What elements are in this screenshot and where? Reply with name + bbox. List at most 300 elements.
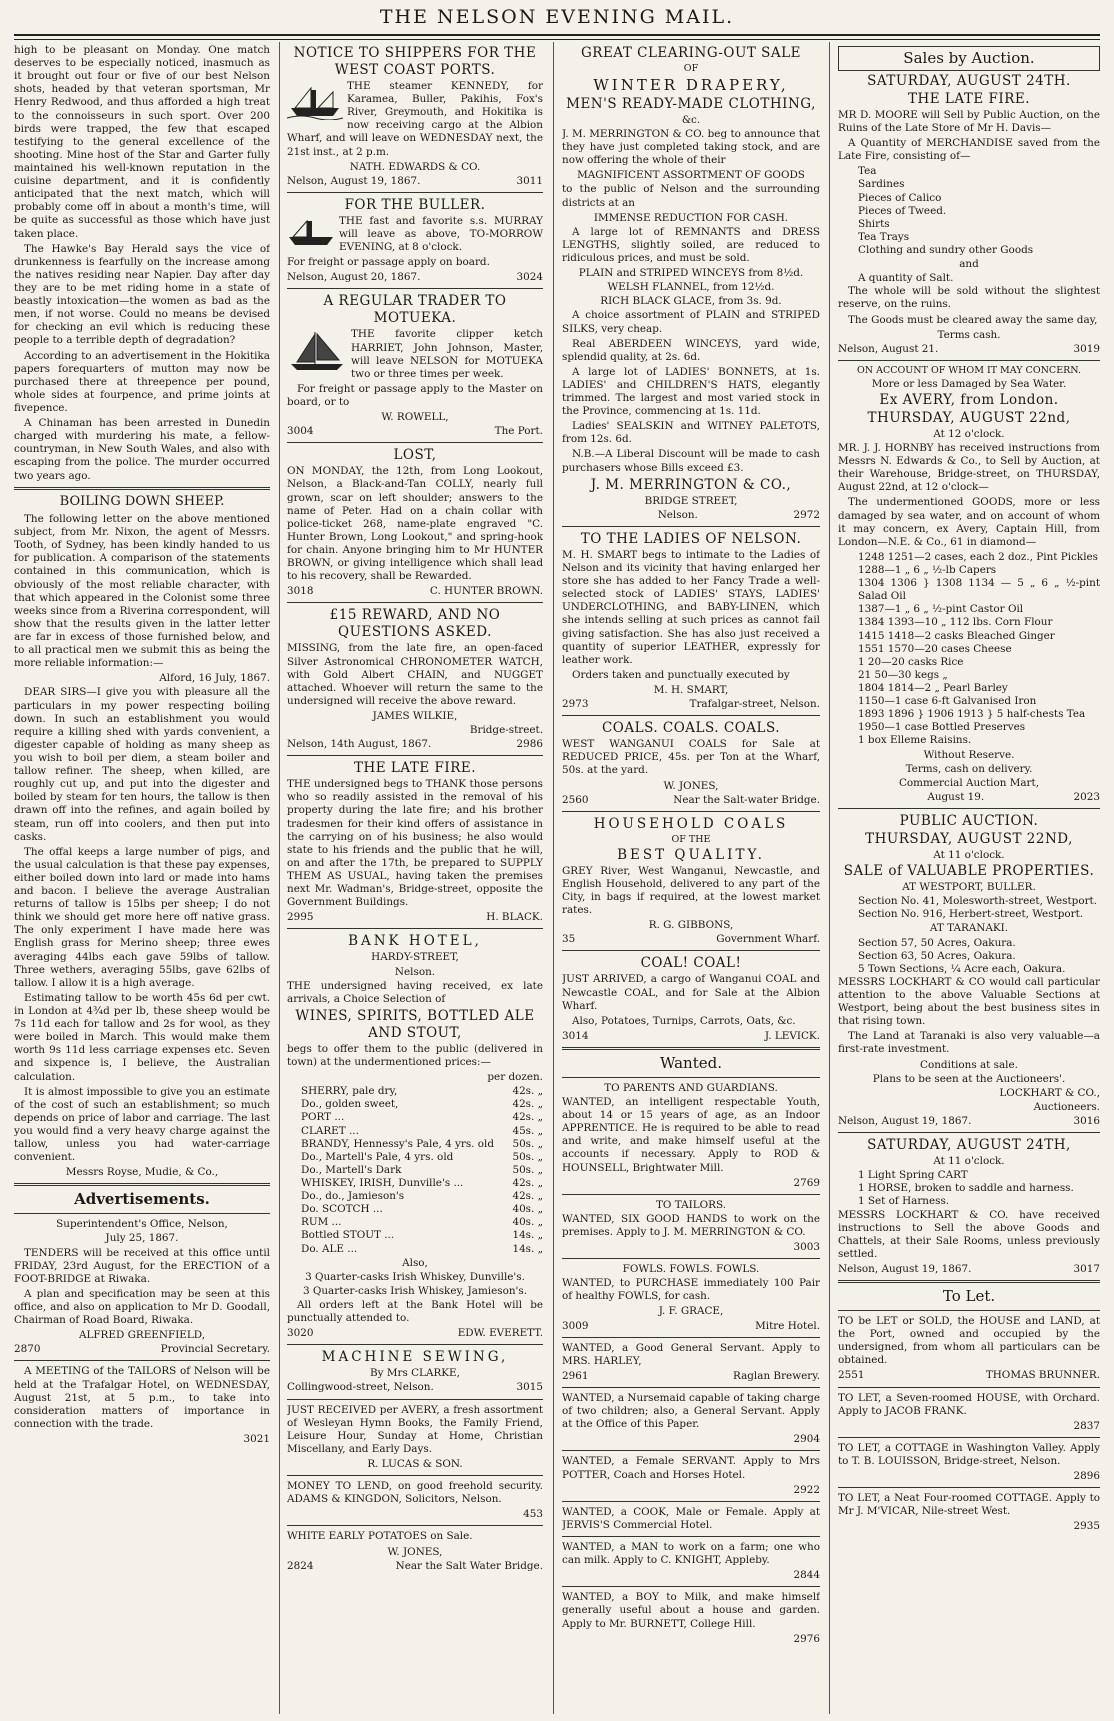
ad-terms: Without Reserve. [923,748,1015,761]
lot-item: 1248 1251—2 cases, each 2 doz., Pint Pickles [858,550,1099,563]
ad-subheading: AT WESTPORT, BULLER. [902,881,1036,894]
dateline-text: Alford, 16 July, 1867. [159,672,270,685]
ad-text: A quantity of Salt. [858,272,954,285]
ad-footer [838,1115,1100,1128]
price-item: Do. SCOTCH ... [301,1203,383,1216]
ad-footer [562,933,820,946]
ad-terms: Terms, cash on delivery. [905,762,1033,775]
column-divider [553,42,554,1714]
ad-number: 3019 [1073,342,1100,355]
ad-number: 2922 [793,1483,820,1496]
divider [562,1194,820,1195]
lot-item: 1893 1896 } 1906 1913 } 5 half-chests Tea [858,708,1086,721]
lot-item: 1551 1570—20 cases Cheese [858,642,1012,655]
divider [562,1450,820,1451]
ad-number: 3003 [793,1241,820,1254]
divider [14,487,270,490]
lot-item: 1804 1814—2 „ Pearl Barley [858,682,1008,695]
masthead: THE NELSON EVENING MAIL. [379,6,735,28]
price-row [287,1229,543,1242]
ad-text: and [959,258,979,271]
price-unit [287,1071,543,1084]
ad-text: Ladies' SEALSKIN and WITNEY PALETOTS, from 12s. 6d. [562,420,820,446]
ad-heading: WINTER DRAPERY, [593,75,789,94]
ad-heading: TO THE LADIES OF NELSON. [580,530,802,547]
ad-number: 2973 [562,698,589,711]
ad-heading: THURSDAY, AUGUST 22nd, [867,409,1071,426]
lot-item: 1 20—20 casks Rice [858,655,964,668]
ad-footer [562,1569,820,1582]
ad-text: N.B.—A Liberal Discount will be made to cash purchasers whose Bills exceed £3. [562,448,820,474]
ad-signature: EDW. EVERETT. [457,1327,543,1340]
price-row [287,1138,543,1151]
price-item: Do., golden sweet, [301,1098,399,1111]
ad-text: WANTED, a Nursemaid capable of taking charge of two children; also, a General Servant. Apply at the Office of this Paper. [562,1392,820,1431]
ad-number: 2976 [793,1632,820,1645]
divider [14,1213,270,1214]
ad-text: GREY River, West Wanganui, Newcastle, and English Household, delivered to any part of the City, in bags if required, at the lowest market rates. [562,864,820,917]
ad-text: WANTED, a MAN to work on a farm; one who can milk. Apply to C. KNIGHT, Appleby. [562,1541,820,1567]
ad-number: 2986 [516,738,543,751]
lot-item: 1384 1393—10 „ 112 lbs. Corn Flour [858,616,1053,629]
ad-subheading: OF THE [671,833,711,845]
ad-text: All orders left at the Bank Hotel will be punctually attended to. [287,1298,543,1325]
price-value: 40s. „ [512,1216,543,1229]
lot-list [838,551,1100,748]
divider [562,1586,820,1587]
ad-address: Trafalgar-street, Nelson. [689,698,820,711]
price-value: 45s. „ [512,1124,543,1137]
news-paragraph: According to an advertisement in the Hokitika papers forequarters of mutton may now be purchased there at threepence per pound, whole sides at fourpence, and prime joints at fivepence. [14,349,270,414]
lot-item: 1304 1306 } 1308 1134 — 5 „ 6 „ ½-pint Salad Oil [858,577,1100,603]
ad-footer [287,175,543,188]
ad-signature: R. LUCAS & SON. [367,1457,463,1470]
ad-date: Nelson, August 20, 1867. [287,271,421,284]
ad-number: 2023 [1073,790,1100,803]
ad-heading: TO PARENTS AND GUARDIANS. [604,1081,778,1094]
divider [287,1399,543,1400]
ad-heading: MACHINE SEWING, [321,1349,509,1366]
ad-footer [562,509,820,522]
ad-text: MR. J. J. HORNBY has received instructions from Messrs N. Edwards & Co., to Sell by Auction, at their Warehouse, Bridge-street, on THURSDAY, August 22nd, at 12 o'clock— [838,442,1100,494]
price-item: Do., do., Jamieson's [301,1190,405,1203]
ad-footer [562,1433,820,1446]
lot-item: 1415 1418—2 casks Bleached Ginger [858,629,1055,642]
ad-signature: R. G. GIBBONS, [648,919,734,932]
ad-footer [562,1241,820,1254]
ad-text: RICH BLACK GLACE, from 3s. 9d. [600,295,782,308]
ad-heading: COALS. COALS. COALS. [601,720,781,737]
ad-text: 3 Quarter-casks Irish Whiskey, Jamieson's. [302,1284,528,1297]
ad-number: 3021 [243,1432,270,1445]
divider [287,602,543,603]
ad-text: MISSING, from the late fire, an open-faced Silver Astronomical CHRONOMETER WATCH, with Gold Albert CHAIN, and NUGGET attached. Whoever will return the same to the undersigned will receive the above reward. [287,642,543,707]
divider [838,808,1100,809]
price-value: 50s. „ [512,1163,543,1176]
ad-text: A choice assortment of PLAIN and STRIPED SILKS, very cheap. [562,309,820,335]
ad-footer [287,271,543,284]
ad-date: Nelson, August 19, 1867. [838,1262,972,1275]
news-paragraph: The following letter on the above mentioned subject, from Mr. Nixon, the agent of Messrs. Tooth, of Sydney, has been kindly handed to us for publication. A comparison of the statements contained in this communication, which is obviously of the most reliable character, with that which appeared in the Colonist some three weeks since from a Riverina correspondent, will show that the results given in the latter letter are far in excess of those furnished below, and to all practical men we submit this as being the more reliable information:— [14,512,270,670]
divider [562,1047,820,1050]
ad-text: J. M. MERRINGTON & CO. beg to announce that they have just completed taking stock, and are now offering the whole of their [562,127,820,167]
letter-paragraph: DEAR SIRS—I give you with pleasure all the particulars in my power respecting boiling down. In such an establishment you would require a killing shed with yards convenient, a digester capable of holding as many sheep as you wish to boil per diem, a steam boiler and tallow refiner. The sheep, when killed, are roughly cut up, and put into the digester and boiled by steam for ten hours, the tallow is then drawn off into the refines, and again boiled by steam, run off into coolers, and then put into casks. [14,686,270,843]
lot-item: 1950—1 case Bottled Preserves [858,721,1026,734]
ad-text: Section 63, 50 Acres, Oakura. [858,949,1016,962]
ad-number: 2769 [793,1176,820,1189]
goods-item: Pieces of Tweed. [858,204,947,217]
goods-item: 1 HORSE, broken to saddle and harness. [858,1182,1074,1195]
ad-text: IMMENSE REDUCTION FOR CASH. [593,211,789,224]
ad-text: TO LET, a COTTAGE in Washington Valley. Apply to T. B. LOUISSON, Bridge-street, Nelson. [838,1441,1100,1467]
article-title: BOILING DOWN SHEEP. [59,493,225,509]
ad-footer [562,1177,820,1190]
price-value: 42s. „ [512,1111,543,1124]
ad-date: Nelson, 14th August, 1867. [287,738,432,751]
ad-footer [287,1381,543,1394]
divider [287,755,543,756]
price-value: 50s. „ [512,1150,543,1163]
ad-footer [14,1433,270,1446]
divider [838,1310,1100,1311]
ad-text: MESSRS LOCKHART & CO would call particular attention to the above Valuable Sections at Westport, being about the best business sites in that rising town. [838,975,1100,1028]
ad-signature: C. HUNTER BROWN. [429,585,543,598]
ad-role: Auctioneers. [1033,1100,1100,1113]
ad-number: 3015 [516,1381,543,1394]
dateline [14,672,270,685]
price-row [287,1203,543,1216]
goods-item: 1 Light Spring CART [858,1169,968,1182]
column-3 [562,44,820,1714]
ad-text: ON MONDAY, the 12th, from Long Lookout, Nelson, a Black-and-Tan COLLY, nearly full grown, scar on left shoulder; answers to the name of Peter. Had on a chain collar with police-ticket 268, name-plate engraved "C. Hunter Brown, Long Lookout," and spring-hook for chain. Anyone bringing him to Mr HUNTER BROWN, or giving intelligence which shall lead to his recovery, shall be Rewarded. [287,465,543,583]
goods-item: Tea Trays [858,230,910,243]
office-line: Superintendent's Office, Nelson, [56,1218,228,1231]
ad-footer [838,1369,1100,1382]
price-value: 14s. „ [512,1242,543,1255]
ad-signature: NATH. EDWARDS & CO. [349,160,481,173]
ad-number: 2904 [793,1433,820,1446]
ad-footer [287,1327,543,1340]
ad-subheading: AT TARANAKI. [929,922,1009,935]
price-row [287,1111,543,1124]
price-item: Bottled STOUT ... [301,1229,395,1242]
section-heading: Sales by Auction. [838,46,1100,71]
ad-heading: THE LATE FIRE. [907,90,1031,107]
news-paragraph: high to be pleasant on Monday. One match deserves to be especially noticed, inasmuch as it brought out four or five of our best Nelson shots, headed by that veteran sportsman, Mr Henry Redwood, and thus afforded a high treat to the connoisseurs in such sport. Over 200 birds were trapped, the few that escaped testifying to the general excellence of the shooting. Mine host of the Star and Garter fully maintained his well-known reputation in the cuisine department, and it is confidently anticipated that the next match, which will probably come off in about a month's time, will be quite as successful as those which have just taken place. [14,44,270,240]
ad-heading: GREAT CLEARING-OUT SALE [581,45,801,61]
ad-text: WANTED, a COOK, Male or Female. Apply at JERVIS'S Commercial Hotel. [562,1505,820,1531]
divider [838,1132,1100,1133]
section-heading: To Let. [942,1287,996,1306]
ad-footer [287,1560,543,1573]
ad-footer [14,1343,270,1356]
ad-signature: J. M. MERRINGTON & CO., [590,476,792,493]
ad-footer [562,1320,820,1333]
steamer-icon [287,80,343,120]
ad-heading: THE LATE FIRE. [353,760,477,777]
price-row [287,1216,543,1229]
ad-number: 2560 [562,793,589,806]
price-item: RUM ... [301,1216,342,1229]
ad-signature: W. JONES, [663,779,719,792]
divider [562,1337,820,1338]
ad-number: 3017 [1073,1262,1100,1275]
ad-subheading: More or less Damaged by Sea Water. [871,377,1067,390]
goods-item: 1 Set of Harness. [858,1195,950,1208]
ad-text: M. H. SMART begs to intimate to the Ladies of Nelson and its vicinity that having enlarged her store she has added to her Fancy Trade a well-selected stock of LADIES' STAYS, LADIES' UNDERCLOTHING, and BABY-LINEN, which she intends selling at such prices as cannot fail giving satisfaction. She has also just received a quantity of superior LEATHER, expressly for leather work. [562,548,820,666]
divider [838,1387,1100,1388]
price-row [287,1151,543,1164]
ad-text: Also, Potatoes, Turnips, Carrots, Oats, &c. [572,1014,796,1027]
divider [838,1280,1100,1283]
divider [562,1387,820,1388]
column-divider [829,42,830,1714]
goods-item: Tea [858,165,877,178]
ad-date: Nelson, August 19, 1867. [838,1114,972,1127]
divider [562,1536,820,1537]
ad-subheading: At 11 o'clock. [933,849,1005,861]
ad-footer [838,791,1100,804]
price-row [287,1177,543,1190]
ad-signature: M. H. SMART, [653,684,729,697]
lot-item: 1 box Elleme Raisins. [858,734,972,747]
divider [838,360,1100,361]
divider [838,1437,1100,1438]
ad-place: Nelson. [657,508,698,521]
price-item: WHISKEY, IRISH, Dunville's ... [301,1177,464,1189]
price-item: PORT ... [301,1111,345,1124]
divider [838,1487,1100,1488]
ad-role-line [838,1101,1100,1114]
ad-text: Also, [402,1256,428,1269]
ad-address: Collingwood-street, Nelson. [287,1381,434,1394]
ad-address: Near the Salt-water Bridge. [673,793,820,806]
divider [287,1525,543,1526]
ad-text: WANTED, an intelligent respectable Youth, about 14 or 15 years of age, as an Indoor APPRENTICE. He is required to be able to read and write, and make himself useful at the accounts if necessary. Apply to ROD & HOUNSELL, Brightwater Mill. [562,1095,820,1174]
ad-text: TENDERS will be received at this office until FRIDAY, 23rd August, for the ERECTION of a FOOT-BRIDGE at Riwaka. [14,1246,270,1285]
ad-footer [287,911,543,924]
ad-terms: Terms cash. [937,328,1001,341]
ad-footer [287,425,543,438]
ad-subheading: By Mrs CLARKE, [370,1367,460,1380]
ad-number: 2551 [838,1369,865,1382]
section-heading: Wanted. [660,1053,722,1072]
ad-text: to the public of Nelson and the surrounding districts at an [562,183,820,209]
ad-heading: Ex AVERY, from London. [879,391,1059,408]
price-value: 42s. „ [512,1085,543,1098]
ad-text: THE favorite clipper ketch HARRIET, John Johnson, Master, will leave NELSON for MOTUEKA two or three times per week. [351,328,543,380]
ad-text: Section No. 916, Herbert-street, Westport. [858,908,1084,921]
price-value: 40s. „ [512,1203,543,1216]
ad-text: The Land at Taranaki is also very valuable—a first-rate investment. [838,1030,1100,1056]
office-date: July 25, 1867. [105,1232,179,1245]
ad-heading: £15 REWARD, AND NO QUESTIONS ASKED. [329,607,501,641]
news-paragraph: A Chinaman has been arrested in Dunedin charged with murdering his mate, a fellow-countryman, in New South Wales, and also with escaping from the police. The murder occurred two years ago. [14,417,270,482]
price-value: 42s. „ [512,1177,543,1189]
ad-footer [287,1508,543,1521]
ad-subheading: At 11 o'clock. [933,1155,1005,1168]
ad-footer [562,1484,820,1497]
price-item: SHERRY, pale dry, [301,1085,398,1098]
ad-text: Section 57, 50 Acres, Oakura. [858,936,1016,949]
ad-place: Bridge-street. [469,724,543,737]
ad-text: THE undersigned begs to THANK those persons who so readily assisted in the removal of his property during the late fire; and his brother tradesmen for their kind offers of assistance in the carrying on of his business; he also would state to his friends and the public that he will, on and after the 17th, be prepared to SUPPLY THEM AS USUAL, having taken the premises next Mr. Wadman's, Bridge-street, opposite the Government Buildings. [287,778,543,909]
ad-text: MONEY TO LEND, on good freehold security. ADAMS & KINGDON, Solicitors, Nelson. [287,1480,543,1506]
ad-place: Government Wharf. [716,933,820,946]
price-value: 42s. „ [512,1098,543,1111]
ad-number: 2837 [1073,1419,1100,1432]
ad-footer [287,585,543,598]
ad-terms: Conditions at sale. [920,1058,1018,1071]
letter-paragraph: The offal keeps a large number of pigs, and the usual calculation is that these pay expenses, either boiled down into lard or made into hams and bacon. I believe the average Australian returns of tallow is 15lbs per sheep; I do not think we should get more here off native grass. The only experiment I have made here was English grass for Merino sheep; three ewes averaging 44lbs each gave 59lbs of tallow. Three wethers, averaging 55lbs, gave 62lbs of tallow. I allow it is a high average. [14,845,270,989]
ad-date: Nelson, August 19, 1867. [287,174,421,187]
ad-footer [562,1633,820,1646]
ad-number: 2824 [287,1559,314,1572]
ad-place: Mitre Hotel. [755,1319,820,1332]
price-value: 42s. „ [512,1190,543,1203]
ad-footer [838,1420,1100,1433]
divider [562,811,820,812]
ad-text: For freight or passage apply to the Master on board, or to [287,382,543,408]
price-unit-text: per dozen. [487,1071,543,1084]
ad-subheading: &c. [681,113,701,126]
price-row [287,1164,543,1177]
ad-text: WANTED, a BOY to Milk, and make himself generally useful about a house and garden. Apply to Mr. BURNETT, College Hill. [562,1591,820,1630]
ad-heading: NOTICE TO SHIPPERS FOR THE WEST COAST PORTS. [293,45,537,78]
ad-number: 3014 [562,1029,589,1042]
price-item: Do., Martell's Pale, 4 yrs. old [301,1150,454,1163]
lot-item: 1387—1 „ 6 „ ½-pint Castor Oil [858,603,1024,616]
price-row [287,1190,543,1203]
ad-number: 3024 [516,271,543,284]
letter-signoff: Messrs Royse, Mudie, & Co., [65,1166,219,1179]
ad-text: JUST ARRIVED, a cargo of Wanganui COAL and Newcastle COAL, and for Sale at the Albion Wharf. [562,973,820,1012]
ad-heading: LOST, [393,447,437,464]
ad-footer [562,1370,820,1383]
ad-number: 3018 [287,585,314,598]
ad-text: Orders taken and punctually executed by [572,668,790,681]
section-heading: Advertisements. [74,1190,210,1209]
divider [14,1183,270,1186]
ad-heading: FOWLS. FOWLS. FOWLS. [622,1263,760,1276]
price-row [287,1085,543,1098]
ad-heading: BANK HOTEL, [348,933,482,950]
ad-text: THE steamer KENNEDY, for Karamea, Buller, Pakihis, Fox's River, Greymouth, and Hokitika is now receiving cargo at the Albion Wharf, and will leave on WEDNESDAY next, the 21st inst., at 2 p.m. [287,80,543,158]
goods-item: Shirts [858,217,890,230]
ad-footer [562,794,820,807]
ad-text: A Quantity of MERCHANDISE saved from the Late Fire, consisting of— [838,137,1100,163]
goods-item: Sardines [858,178,905,191]
ad-number: 2935 [1073,1520,1100,1533]
ad-subheading: OF [683,63,699,74]
price-item: BRANDY, Hennessy's Pale, 4 yrs. old [301,1137,494,1150]
ad-heading: WINES, SPIRITS, BOTTLED ALE AND STOUT, [295,1007,535,1041]
ad-text: Section No. 41, Molesworth-street, Westport. [858,895,1098,908]
letter-paragraph: Estimating tallow to be worth 45s 6d per cwt. in London at 4¾d per lb, these sheep would be 7s 11d each for tallow and 2s for wool, as they were boiled in March. This would make them worth 9s 11d less carriage expenses etc. Seven and sixpence is, I believe, the Australian calculation. [14,991,270,1083]
ad-text: The undermentioned GOODS, more or less damaged by sea water, and on account of whom it may concern, ex Avery, Captain Hill, from London—N.E. & Co., 61 in diamond— [838,496,1100,548]
divider [287,192,543,193]
divider [287,928,543,929]
ad-heading: ON ACCOUNT OF WHOM IT MAY CONCERN. [856,364,1082,376]
ad-place: The Port. [494,425,543,438]
ad-heading: MEN'S READY-MADE CLOTHING, [566,95,816,112]
ad-number: 453 [523,1508,543,1521]
ad-text: 3 Quarter-casks Irish Whiskey, Dunville's. [305,1270,525,1283]
sailing-ship-icon [287,328,347,374]
ad-role: Provincial Secretary. [160,1343,270,1356]
ad-date: Nelson, August 21. [838,342,939,355]
ad-text: WEST WANGANUI COALS for Sale at REDUCED PRICE, 45s. per Ton at the Wharf, 50s. at the yard. [562,738,820,777]
ad-text: TO be LET or SOLD, the HOUSE and LAND, at the Port, owned and occupied by the undersigned, from whom all particulars can be obtained. [838,1314,1100,1367]
ad-heading: SATURDAY, AUGUST 24TH. [867,72,1071,89]
ad-signature: J. LEVICK. [764,1029,820,1042]
ad-signature: LOCKHART & CO., [999,1086,1100,1099]
goods-item: Pieces of Calico [858,191,942,204]
ad-text: TO LET, a Neat Four-roomed COTTAGE. Apply to Mr J. M'VICAR, Nile-street West. [838,1492,1100,1518]
ad-number: 3009 [562,1319,589,1332]
price-row [287,1243,543,1256]
ad-text: A large lot of REMNANTS and DRESS LENGTHS, slightly soiled, are reduced to ridiculous prices, and must be sold. [562,225,820,264]
ad-text: A plan and specification may be seen at this office, and also on application to Mr D. Goodall, Chairman of Road Board, Riwaka. [14,1287,270,1327]
ad-signature: Commercial Auction Mart, [898,776,1040,789]
price-value: 50s. „ [512,1137,543,1150]
lot-item: 1150—1 case 6-ft Galvanised Iron [858,695,1037,708]
lot-item: 1288—1 „ 6 „ ½-lb Capers [858,564,997,577]
ad-number: 2972 [793,508,820,521]
price-list [287,1085,543,1255]
ad-subheading: HARDY-STREET, [371,951,459,964]
ad-text: JUST RECEIVED per AVERY, a fresh assortment of Wesleyan Hymn Books, the Family Friend, Leisure Hour, Sunday at Home, Christian Miscellany, and Early Days. [287,1403,543,1455]
ad-footer [838,343,1100,356]
ad-heading: PUBLIC AUCTION. [899,813,1039,829]
lot-item: 21 50—30 kegs „ [858,668,948,681]
divider [287,442,543,443]
ad-subheading: At 12 o'clock. [933,427,1005,440]
ad-text: PLAIN and STRIPED WINCEYS from 8½d. [578,267,804,280]
ad-number: 3020 [287,1327,314,1340]
ad-signature: THOMAS BRUNNER. [985,1369,1100,1382]
ad-signature-line [838,1087,1100,1100]
ad-text: THE fast and favorite s.s. MURRAY will leave as above, TO-MORROW EVENING, at 8 o'clock. [339,214,543,254]
ad-place: Raglan Brewery. [733,1369,820,1382]
price-row [287,1125,543,1138]
ad-text: 5 Town Sections, ¼ Acre each, Oakura. [858,962,1066,975]
ad-text: For freight or passage apply on board. [287,256,490,269]
price-row [287,1098,543,1111]
ad-text: WELSH FLANNEL, from 12½d. [607,281,775,294]
masthead-rule [14,34,1100,40]
letter-paragraph: It is almost impossible to give you an estimate of the cost of such an establishment; so much depends on price of labor and carriage. The last you would find a very heavy charge against the tallow, unless you had water-carriage convenient. [14,1085,270,1164]
ad-text: WANTED, to PURCHASE immediately 100 Pair of healthy FOWLS, for cash. [562,1277,820,1303]
price-item: Do. ALE ... [301,1242,358,1255]
column-1 [14,44,270,1714]
ad-heading: TO TAILORS. [655,1198,726,1211]
ad-heading: BEST QUALITY. [617,846,765,863]
ad-footer [838,1520,1100,1533]
ad-number: 2961 [562,1369,589,1382]
ad-footer [562,698,820,711]
ad-number: 2844 [793,1569,820,1582]
column-2 [287,44,543,1714]
ad-text: WANTED, a Female SERVANT. Apply to Mrs POTTER, Coach and Horses Hotel. [562,1455,820,1481]
ad-signature: W. ROWELL, [381,411,449,424]
ad-heading: THURSDAY, AUGUST 22ND, [865,831,1073,847]
ad-heading: COAL! COAL! [640,955,742,972]
ad-heading: SATURDAY, AUGUST 24TH, [867,1137,1071,1154]
ad-footer [838,1263,1100,1276]
ad-heading: A REGULAR TRADER TO MOTUEKA. [323,293,507,327]
price-item: Do., Martell's Dark [301,1163,402,1176]
